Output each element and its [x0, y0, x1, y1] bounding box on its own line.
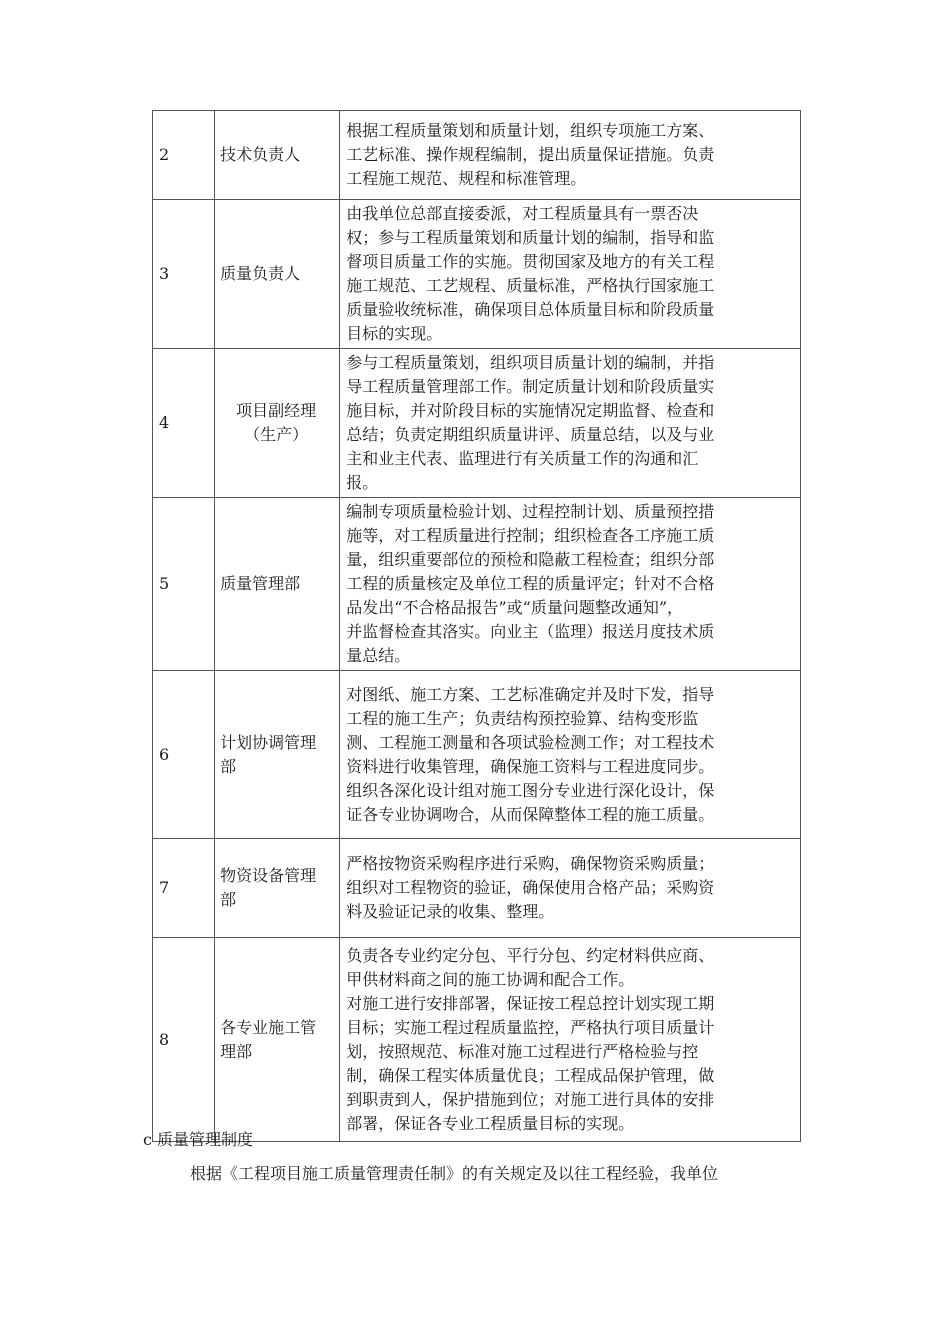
table-row: [153, 839, 801, 938]
responsibility-line: 督项目质量工作的实施。贯彻国家及地方的有关工程: [346, 252, 715, 271]
row-number: 5: [153, 498, 215, 671]
role-line: （生产）: [244, 425, 309, 444]
role-line: 部: [220, 756, 237, 776]
responsibility-line: 编制专项质量检验计划、过程控制计划、质量预控措: [346, 502, 715, 521]
responsibility-cell: [340, 938, 801, 1142]
responsibility-line: 权；参与工程质量策划和质量计划的编制，指导和监: [346, 228, 715, 247]
table-body: [153, 111, 801, 1142]
responsibility-cell: [340, 839, 801, 938]
responsibility-line: 证各专业协调吻合，从而保障整体工程的施工质量。: [346, 804, 715, 824]
role-line: 计划协调管理: [220, 732, 317, 752]
responsibility-line: 参与工程质量策划，组织项目质量计划的编制，并指: [346, 353, 715, 372]
table-row: [153, 349, 801, 498]
role-cell: [215, 200, 340, 349]
responsibility-line: 测、工程施工测量和各项试验检测工作；对工程技术: [346, 732, 715, 752]
responsibility-line: 主和业主代表、监理进行有关质量工作的沟通和汇: [346, 449, 699, 468]
responsibility-line: 根据工程质量策划和质量计划，组织专项施工方案、: [346, 121, 715, 140]
responsibility-line: 对图纸、施工方案、工艺标准确定并及时下发，指导: [346, 684, 715, 704]
responsibility-line: 工程的质量核定及单位工程的质量评定；针对不合格: [346, 574, 715, 593]
responsibility-line: 导工程质量管理部工作。制定质量计划和阶段质量实: [346, 377, 715, 396]
responsibility-line: 资料进行收集管理，确保施工资料与工程进度同步。: [346, 756, 715, 776]
role-cell: [215, 349, 340, 498]
role-cell: [215, 938, 340, 1142]
role-line: 理部: [220, 1041, 253, 1061]
table-row: [153, 111, 801, 200]
row-number: 2: [153, 111, 215, 200]
responsibility-line: 量，组织重要部位的预检和隐蔽工程检查；组织分部: [346, 550, 715, 569]
role-line: 物资设备管理: [220, 866, 317, 885]
responsibility-line: 甲供材料商之间的施工协调和配合工作。: [346, 969, 635, 989]
responsibility-line: 工程的施工生产；负责结构预控验算、结构变形监: [346, 708, 699, 728]
responsibility-line: 由我单位总部直接委派，对工程质量具有一票否决: [346, 204, 699, 223]
responsibility-line: 并监督检查其洛实。向业主（监理）报送月度技术质: [346, 622, 715, 641]
role-cell: [215, 111, 340, 200]
responsibility-line: 组织各深化设计组对施工图分专业进行深化设计，保: [346, 780, 715, 800]
row-number: 4: [153, 349, 215, 498]
responsibility-line: 料及验证记录的收集、整理。: [346, 902, 555, 921]
responsibility-line: 目标；实施工程过程质量监控，严格执行项目质量计: [346, 1017, 715, 1037]
responsibility-line: 品发出“不合格品报告”或“质量问题整改通知”，: [346, 598, 684, 617]
responsibility-line: 部署，保证各专业工程质量目标的实现。: [346, 1113, 635, 1133]
table-row: [153, 671, 801, 839]
table-row: [153, 200, 801, 349]
responsibility-cell: [340, 111, 801, 200]
row-number: 3: [153, 200, 215, 349]
role-line: 部: [220, 890, 237, 909]
responsibility-table: [152, 110, 801, 1142]
responsibility-line: 到职责到人，保护措施到位；对施工进行具体的安排: [346, 1089, 715, 1109]
responsibility-line: 总结；负责定期组织质量讲评、质量总结，以及与业: [346, 425, 715, 444]
responsibility-line: 施目标，并对阶段目标的实施情况定期监督、检查和: [346, 401, 715, 420]
responsibility-line: 划，按照规范、标准对施工过程进行严格检验与控: [346, 1041, 699, 1061]
section-heading: c 质量管理制度: [143, 1130, 254, 1149]
role-cell: [215, 839, 340, 938]
responsibility-line: 质量验收统标准，确保项目总体质量目标和阶段质量: [346, 300, 715, 319]
role-line: 项目副经理: [236, 401, 317, 420]
responsibility-line: 目标的实现。: [346, 324, 443, 343]
row-number: 6: [153, 671, 215, 839]
role-line: 质量管理部: [220, 574, 301, 593]
responsibility-line: 报。: [346, 473, 379, 492]
table-row: [153, 938, 801, 1142]
role-line: 各专业施工管: [220, 1017, 317, 1037]
role-line: 质量负责人: [220, 264, 301, 283]
responsibility-line: 施等，对工程质量进行控制；组织检查各工序施工质: [346, 526, 715, 545]
responsibility-cell: [340, 498, 801, 671]
responsibility-cell: [340, 200, 801, 349]
responsibility-line: 制，确保工程实体质量优良；工程成品保护管理，做: [346, 1065, 715, 1085]
table-row: [153, 498, 801, 671]
responsibility-line: 负责各专业约定分包、平行分包、约定材料供应商、: [346, 945, 715, 965]
body-paragraph: 根据《工程项目施工质量管理责任制》的有关规定及以往工程经验，我单位: [190, 1164, 719, 1183]
responsibility-line: 组织对工程物资的验证，确保使用合格产品；采购资: [346, 878, 715, 897]
row-number: 7: [153, 839, 215, 938]
responsibility-line: 施工规范、工艺规程、质量标准，严格执行国家施工: [346, 276, 715, 295]
role-cell: [215, 498, 340, 671]
responsibility-line: 对施工进行安排部署，保证按工程总控计划实现工期: [346, 993, 715, 1013]
responsibility-line: 严格按物资采购程序进行采购，确保物资采购质量；: [346, 854, 715, 873]
responsibility-line: 量总结。: [346, 646, 411, 665]
role-line: 技术负责人: [220, 145, 301, 164]
responsibility-cell: [340, 349, 801, 498]
responsibility-cell: [340, 671, 801, 839]
row-number: 8: [153, 938, 215, 1142]
responsibility-line: 工程施工规范、规程和标准管理。: [346, 169, 587, 188]
role-cell: [215, 671, 340, 839]
responsibility-line: 工艺标准、操作规程编制，提出质量保证措施。负责: [346, 145, 715, 164]
